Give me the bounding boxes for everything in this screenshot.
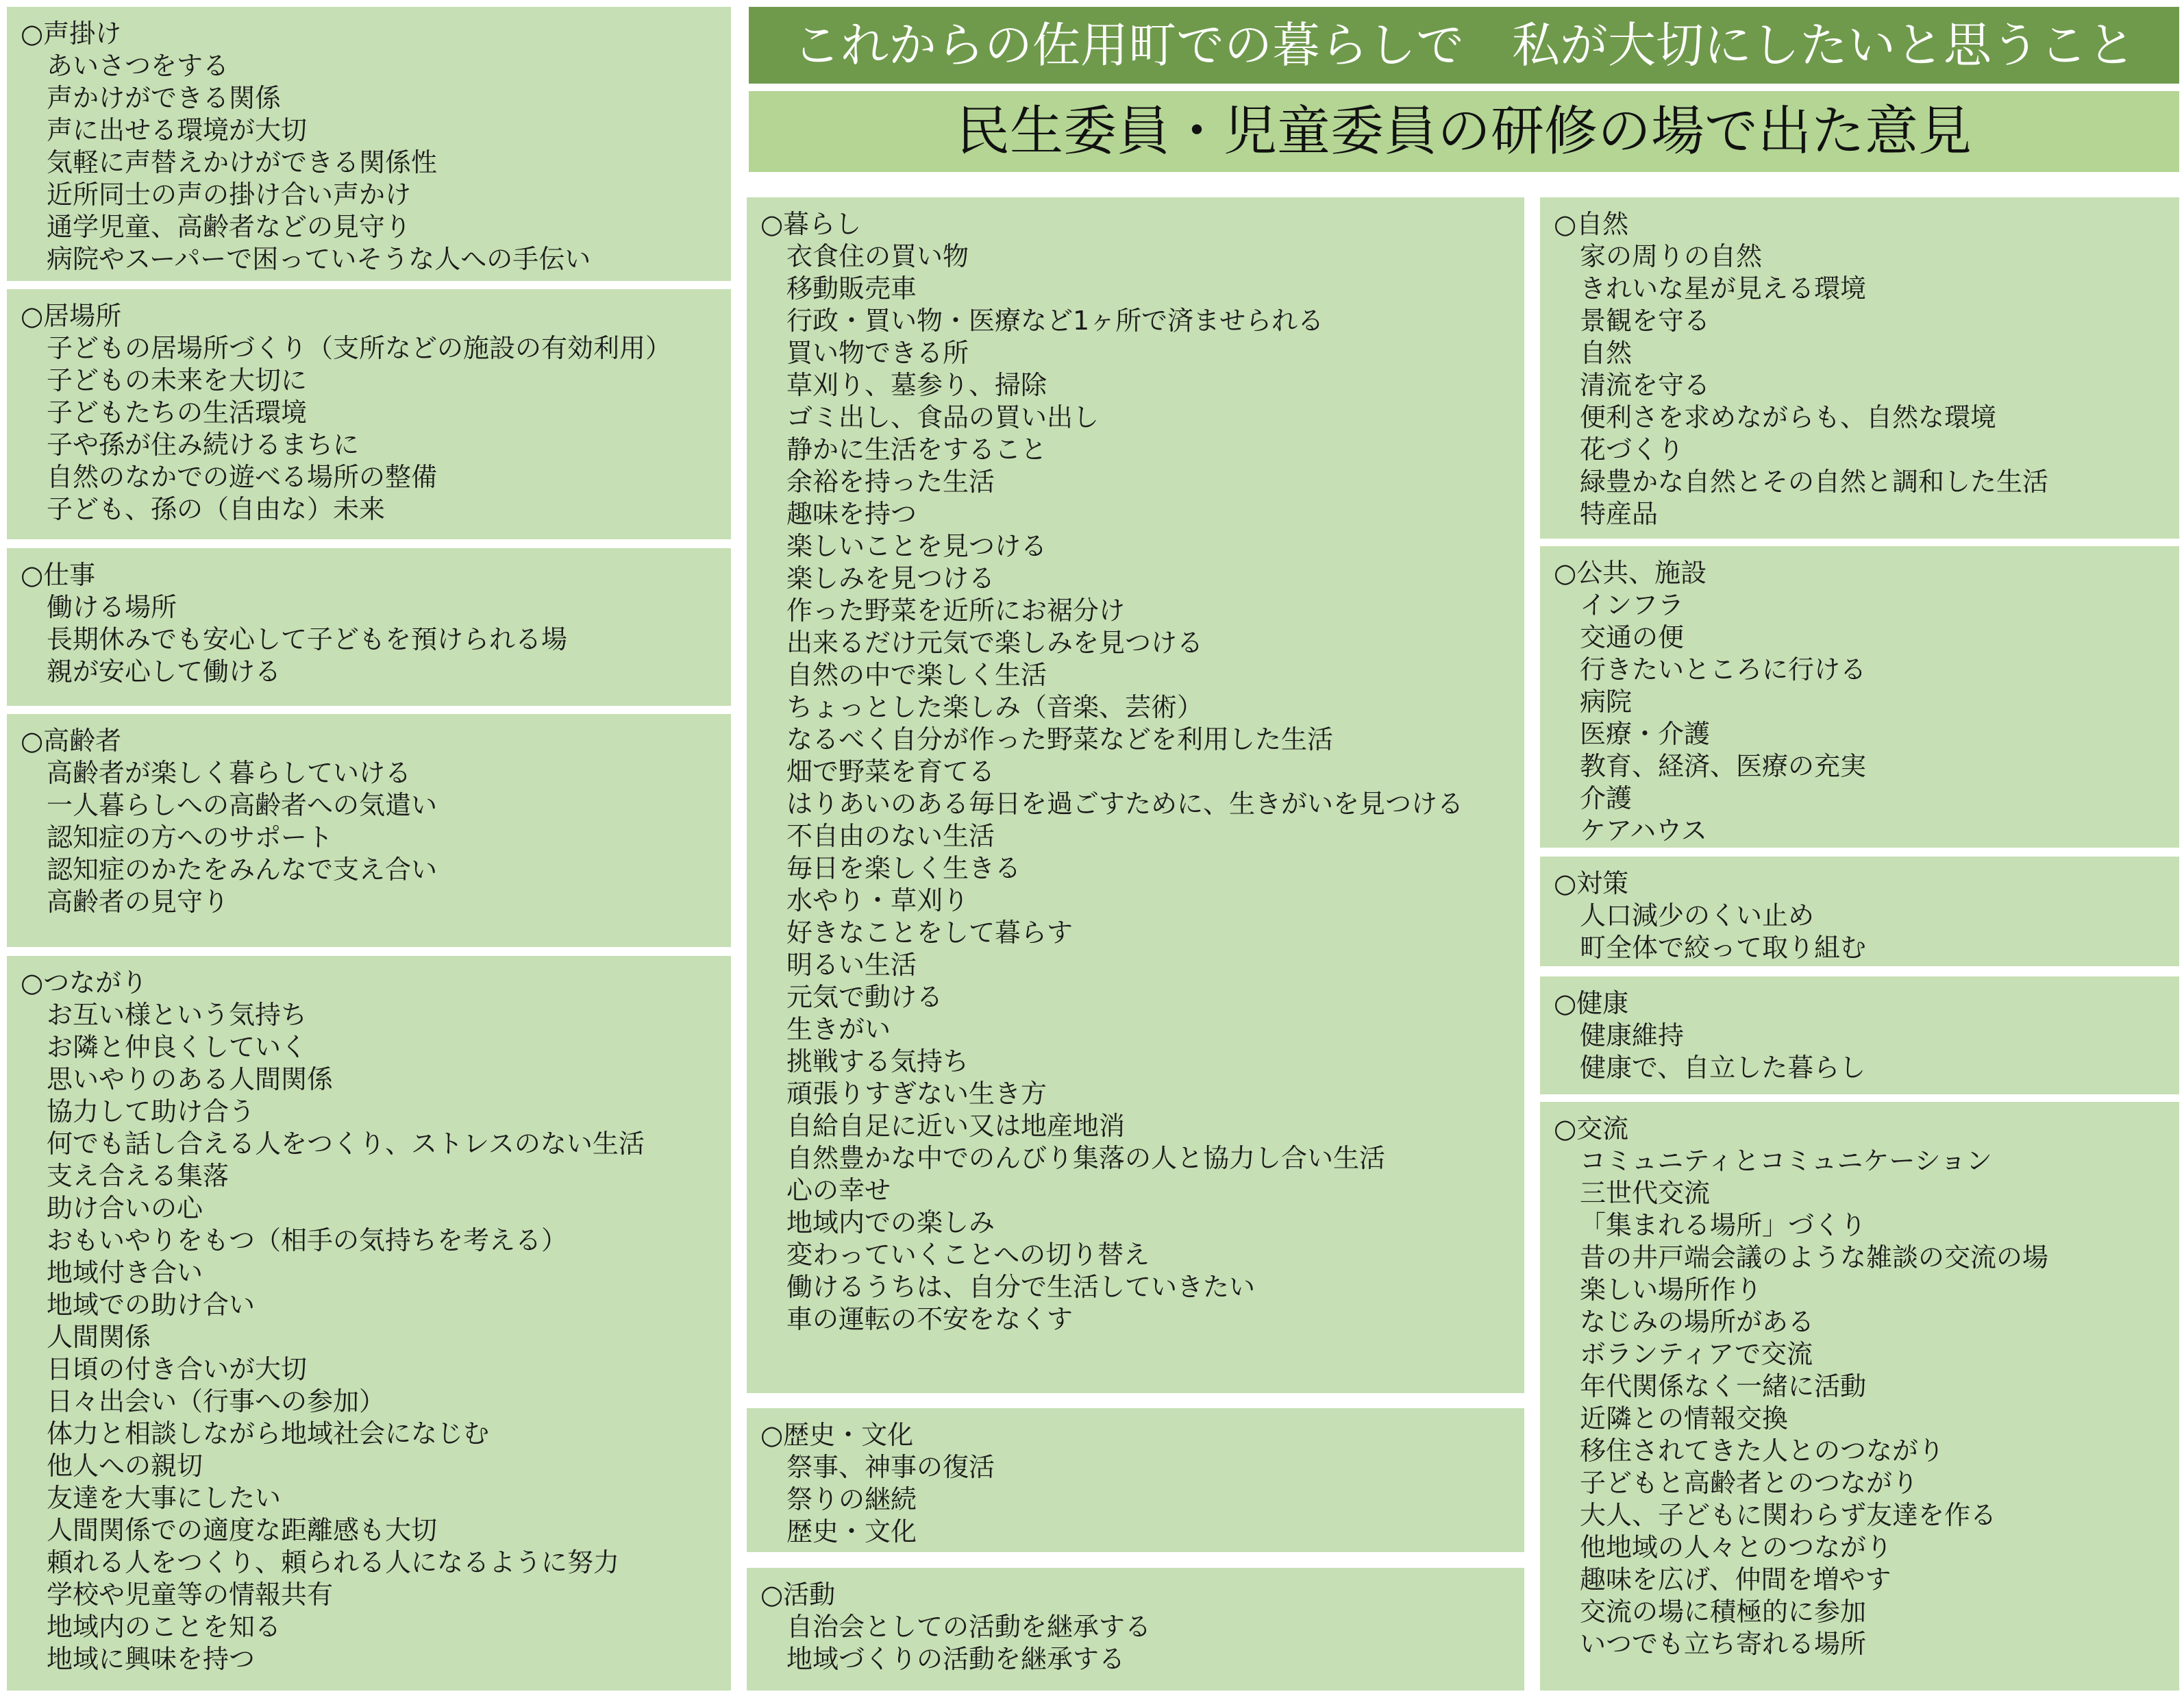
list-item: 地域内での楽しみ <box>786 1207 995 1238</box>
list-item: 行政・買い物・医療など1ヶ所で済ませられる <box>786 306 1324 336</box>
list-item: 楽しい場所作り <box>1580 1275 1763 1305</box>
category-item-list <box>1554 1145 2166 1660</box>
list-item: 近所同士の声の掛け合い声かけ <box>47 180 412 210</box>
list-item: 支え合える集落 <box>47 1161 229 1191</box>
category-kurashi <box>747 197 1524 1393</box>
category-item-list <box>21 757 717 918</box>
list-item: 他地域の人々とのつながり <box>1580 1532 1893 1562</box>
list-item: 交通の便 <box>1580 622 1685 652</box>
list-item: 便利さを求めながらも、自然な環境 <box>1580 402 1997 432</box>
list-item: 変わっていくことへの切り替え <box>786 1240 1150 1270</box>
list-item: 楽しいことを見つける <box>786 531 1047 561</box>
list-item: 学校や児童等の情報共有 <box>47 1580 334 1610</box>
list-item: 生きがい <box>786 1014 891 1044</box>
category-koryu <box>1540 1102 2179 1691</box>
list-item: 高齢者の見守り <box>47 887 229 917</box>
list-item: 心の幸せ <box>786 1175 891 1205</box>
list-item: 昔の井戸端会議のような雑談の交流の場 <box>1580 1242 2049 1273</box>
list-item: 景観を守る <box>1580 306 1711 336</box>
list-item: 清流を守る <box>1580 370 1711 400</box>
list-item: 挑戦する気持ち <box>786 1046 969 1077</box>
list-item: 頼れる人をつくり、頼られる人になるように努力 <box>47 1547 620 1577</box>
list-item: 畑で野菜を育てる <box>786 757 995 787</box>
list-item: 出来るだけ元気で楽しみを見つける <box>786 628 1204 658</box>
list-item: 自治会としての活動を継承する <box>786 1612 1152 1642</box>
list-item: 子や孫が住み続けるまちに <box>47 430 360 460</box>
list-item: ケアハウス <box>1580 815 1707 846</box>
category-shigoto <box>7 548 731 706</box>
list-item: 行きたいところに行ける <box>1580 654 1867 685</box>
list-item: 自然の中で楽しく生活 <box>786 660 1047 690</box>
list-item: 友達を大事にしたい <box>47 1483 282 1513</box>
list-item: 地域付き合い <box>47 1257 203 1288</box>
category-ibasho <box>7 289 731 539</box>
category-heading: ○高齢者 <box>21 726 122 756</box>
list-item: 趣味を広げ、仲間を増やす <box>1580 1564 1891 1595</box>
category-item-list <box>1554 900 2166 964</box>
list-item: 助け合いの心 <box>47 1193 203 1223</box>
list-item: 衣食住の買い物 <box>786 241 969 271</box>
category-heading: ○対策 <box>1554 868 1629 898</box>
category-koekake <box>7 7 731 281</box>
category-heading: ○交流 <box>1554 1114 1629 1144</box>
category-item-list <box>21 50 717 275</box>
list-item: 花づくり <box>1580 434 1685 465</box>
category-heading: ○自然 <box>1554 209 1629 239</box>
list-item: 特産品 <box>1580 499 1659 529</box>
list-item: なじみの場所がある <box>1580 1307 1815 1337</box>
list-item: 声に出せる環境が大切 <box>47 115 308 145</box>
list-item: 毎日を楽しく生きる <box>786 853 1021 883</box>
list-item: 日々出会い（行事への参加） <box>47 1386 386 1416</box>
list-item: コミュニティとコミュニケーション <box>1580 1146 1992 1176</box>
list-item: 歴史・文化 <box>786 1516 917 1547</box>
list-item: 草刈り、墓参り、掃除 <box>786 370 1047 400</box>
list-item: 人間関係 <box>47 1322 151 1352</box>
list-item: 車の運転の不安をなくす <box>786 1304 1074 1334</box>
list-item: お隣と仲良くしていく <box>47 1032 308 1062</box>
list-item: 頑張りすぎない生き方 <box>786 1079 1047 1109</box>
category-kenko <box>1540 976 2179 1094</box>
list-item: 好きなことをして暮らす <box>786 918 1074 948</box>
list-item: 子どもたちの生活環境 <box>47 397 308 428</box>
list-item: 趣味を持つ <box>786 499 917 529</box>
category-heading: ○暮らし <box>760 209 862 239</box>
category-item-list <box>760 1611 1511 1675</box>
list-item: 作った野菜を近所にお裾分け <box>786 595 1126 626</box>
list-item: 健康維持 <box>1580 1020 1685 1050</box>
list-item: 親が安心して働ける <box>47 656 282 687</box>
category-kokyo <box>1540 546 2179 848</box>
list-item: 他人への親切 <box>47 1451 203 1481</box>
list-item: ボランティアで交流 <box>1580 1339 1813 1369</box>
list-item: 子どもの居場所づくり（支所などの施設の有効利用） <box>47 333 672 363</box>
list-item: 気軽に声替えかけができる関係性 <box>47 147 438 177</box>
list-item: 楽しみを見つける <box>786 563 995 593</box>
list-item: インフラ <box>1580 590 1685 620</box>
list-item: 祭りの継続 <box>786 1484 917 1514</box>
list-item: 地域づくりの活動を継承する <box>786 1644 1126 1674</box>
list-item: 移住されてきた人とのつながり <box>1580 1436 1945 1466</box>
category-tsunagari <box>7 956 731 1691</box>
category-koreisha <box>7 714 731 947</box>
list-item: いつでも立ち寄れる場所 <box>1580 1629 1867 1659</box>
list-item: お互い様という気持ち <box>47 1000 308 1030</box>
list-item: 自然 <box>1580 338 1633 368</box>
list-item: 元気で動ける <box>786 982 943 1012</box>
list-item: 働けるうちは、自分で生活していきたい <box>786 1272 1256 1302</box>
list-item: 協力して助け合う <box>47 1096 256 1127</box>
list-item: 人間関係での適度な距離感も大切 <box>47 1515 438 1545</box>
category-heading: ○つながり <box>21 968 148 998</box>
list-item: 長期休みでも安心して子どもを預けられる場 <box>47 624 568 654</box>
list-item: 自給自足に近い又は地産地消 <box>786 1111 1126 1141</box>
list-item: 水やり・草刈り <box>786 885 969 915</box>
list-item: 三世代交流 <box>1580 1178 1711 1208</box>
category-rekishi <box>747 1408 1524 1552</box>
list-item: 年代関係なく一緒に活動 <box>1580 1371 1867 1401</box>
list-item: 病院 <box>1580 687 1633 717</box>
list-item: 地域での助け合い <box>47 1290 256 1320</box>
list-item: 交流の場に積極的に参加 <box>1580 1597 1867 1627</box>
list-item: 認知症の方へのサポート <box>47 822 334 852</box>
list-item: 自然のなかでの遊べる場所の整備 <box>47 462 438 492</box>
list-item: 介護 <box>1580 783 1633 813</box>
list-item: 不自由のない生活 <box>786 821 995 851</box>
category-katsudo <box>747 1568 1524 1691</box>
category-heading: ○声掛け <box>21 19 122 49</box>
list-item: 余裕を持った生活 <box>786 467 995 497</box>
category-item-list <box>1554 241 2166 530</box>
page-title: これからの佐用町での暮らしで 私が大切にしたいと思うこと <box>749 7 2179 84</box>
list-item: 一人暮らしへの高齢者への気遣い <box>47 790 438 820</box>
list-item: きれいな星が見える環境 <box>1580 273 1867 304</box>
list-item: 家の周りの自然 <box>1580 241 1763 271</box>
list-item: ゴミ出し、食品の買い出し <box>786 402 1100 432</box>
list-item: 「集まれる場所」づくり <box>1580 1210 1867 1240</box>
list-item: 町全体で絞って取り組む <box>1580 933 1867 963</box>
list-item: 高齢者が楽しく暮らしていける <box>47 758 412 788</box>
list-item: 移動販売車 <box>786 273 917 304</box>
category-shizen <box>1540 197 2179 539</box>
category-heading: ○歴史・文化 <box>760 1420 914 1450</box>
list-item: 買い物できる所 <box>786 338 969 368</box>
list-item: 医療・介護 <box>1580 719 1711 749</box>
list-item: 地域内のことを知る <box>47 1612 282 1642</box>
list-item: 子どもと高齢者とのつながり <box>1580 1468 1919 1498</box>
list-item: 大人、子どもに関わらず友達を作る <box>1580 1500 1997 1530</box>
category-item-list <box>1554 1020 2166 1084</box>
category-heading: ○居場所 <box>21 301 122 331</box>
list-item: 祭事、神事の復活 <box>786 1452 995 1482</box>
list-item: 健康で、自立した暮らし <box>1580 1053 1866 1083</box>
category-heading: ○活動 <box>760 1580 836 1610</box>
list-item: 地域に興味を持つ <box>47 1644 256 1674</box>
list-item: 近隣との情報交換 <box>1580 1403 1789 1434</box>
list-item: 声かけができる関係 <box>47 83 282 113</box>
list-item: ちょっとした楽しみ（音楽、芸術） <box>786 692 1204 722</box>
list-item: 通学児童、高齢者などの見守り <box>47 212 412 242</box>
list-item: あいさつをする <box>47 51 229 81</box>
list-item: 働ける場所 <box>47 592 177 622</box>
category-item-list <box>760 1451 1511 1548</box>
category-item-list <box>760 241 1511 1336</box>
list-item: 教育、経済、医療の充実 <box>1580 751 1867 781</box>
list-item: はりあいのある毎日を過ごすために、生きがいを見つける <box>786 789 1464 819</box>
category-item-list <box>1554 589 2166 847</box>
category-item-list <box>21 332 717 526</box>
list-item: 明るい生活 <box>786 950 917 980</box>
list-item: 静かに生活をすること <box>786 434 1047 465</box>
list-item: 思いやりのある人間関係 <box>47 1064 334 1094</box>
list-item: なるべく自分が作った野菜などを利用した生活 <box>786 724 1334 754</box>
category-heading: ○健康 <box>1554 988 1629 1018</box>
category-taisaku <box>1540 857 2179 966</box>
list-item: 緑豊かな自然とその自然と調和した生活 <box>1580 467 2049 497</box>
list-item: 自然豊かな中でのんびり集落の人と協力し合い生活 <box>786 1143 1386 1173</box>
list-item: 認知症のかたをみんなで支え合い <box>47 855 438 885</box>
list-item: 子ども、孫の（自由な）未来 <box>47 494 386 524</box>
list-item: 人口減少のくい止め <box>1580 900 1815 931</box>
page-subtitle: 民生委員・児童委員の研修の場で出た意見 <box>749 91 2179 172</box>
list-item: 病院やスーパーで困っていそうな人への手伝い <box>47 244 591 274</box>
list-item: 日頃の付き合いが大切 <box>47 1354 308 1384</box>
list-item: おもいやりをもつ（相手の気持ちを考える） <box>47 1225 568 1255</box>
list-item: 子どもの未来を大切に <box>47 365 308 395</box>
list-item: 体力と相談しながら地域社会になじむ <box>47 1418 490 1449</box>
category-item-list <box>21 999 717 1675</box>
category-item-list <box>21 591 717 688</box>
category-heading: ○公共、施設 <box>1554 558 1707 588</box>
category-heading: ○仕事 <box>21 560 96 590</box>
list-item: 何でも話し合える人をつくり、ストレスのない生活 <box>47 1129 645 1159</box>
